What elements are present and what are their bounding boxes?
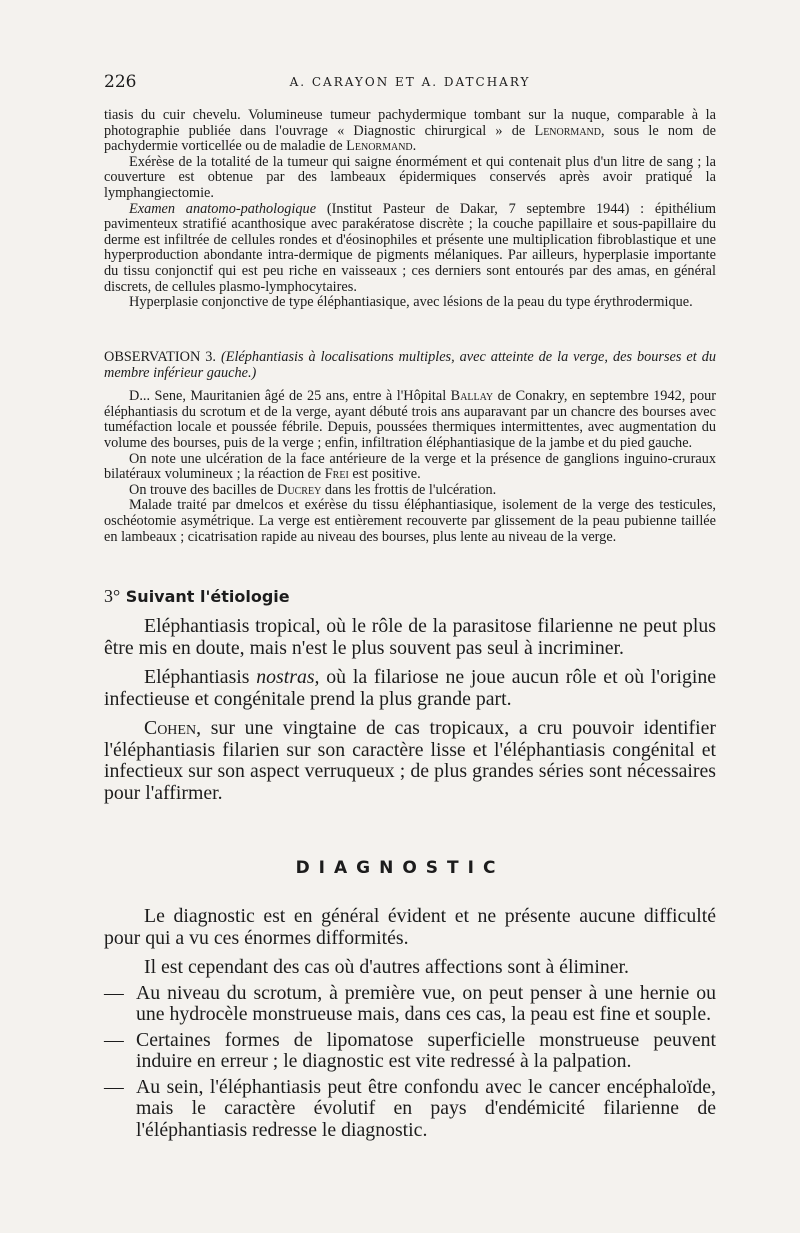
observation-label: OBSERVATION 3.: [104, 349, 216, 365]
case3-heading: [104, 350, 716, 381]
etiology-paragraph-3: [104, 718, 716, 804]
etiology-paragraph-2: [104, 667, 716, 710]
observation-subtitle: (Eléphantiasis à localisations multiples, avec atteinte de la verge, des bourses et du membre inférieur gauche.): [104, 349, 716, 381]
case3-paragraph-3: On trouve des bacilles de Ducrey dans les frottis de l'ulcération.: [129, 481, 497, 498]
p2-end: où la filariose ne joue aucun rôle et où l'origine infectieuse et congénitale prend la plus grande part.: [104, 666, 717, 710]
case2-paragraph-2: Exérèse de la totalité de la tumeur qui saigne énormément et qui contenait plus d'un litre de sang ; la couverture est obtenue par des lambeaux épidermiques conservés après avoir pratiqué la lymphangiectomie.: [104, 153, 716, 201]
p2-start: Eléphantiasis: [144, 666, 257, 688]
author-name: Cohen,: [144, 717, 202, 739]
p3-text: sur une vingtaine de cas tropicaux, a cru pouvoir identifier l'éléphantiasis filarien sur son caractère lisse et l'éléphantiasis congénital et infectieux sur son aspect verruqueux ; de plus grandes séries sont nécessaires pour l'affirmer.: [104, 717, 716, 804]
case2-paragraph-3: [104, 202, 716, 296]
diagnostic-body: [104, 906, 716, 1145]
section-title: Suivant l'étiologie: [125, 587, 290, 606]
diagnostic-paragraph-2: Il est cependant des cas où d'autres affections sont à éliminer.: [144, 956, 629, 978]
case3-paragraph-2: On note une ulcération de la face antérieure de la verge et la présence de ganglions inguino-cruraux bilatéraux volumineux ; la réaction de Frei est positive.: [104, 450, 716, 483]
observation-3: [104, 350, 716, 545]
diagnostic-paragraph-1: Le diagnostic est en général évident et ne présente aucune difficulté pour qui a vu ces énormes difformités.: [104, 905, 716, 949]
case2-paragraph-1: tiasis du cuir chevelu. Volumineuse tumeur pachydermique tombant sur la nuque, comparable à la photographie publiée dans l'ouvrage « Diagnostic chirurgical » de Lenormand, sous le nom de pachydermie vorticellée ou de maladie de Lenormand.: [104, 107, 716, 155]
page-number: 226: [104, 72, 137, 92]
etiology-heading: [104, 586, 290, 607]
diagnostic-title: DIAGNOSTIC: [295, 858, 505, 878]
dash-mark: —: [104, 1075, 124, 1098]
case2-paragraph-4: Hyperplasie conjonctive de type éléphantiasique, avec lésions de la peau du type érythrodermique.: [129, 294, 693, 311]
etiology-paragraph-1: Eléphantiasis tropical, où le rôle de la parasitose filarienne ne peut plus être mis en doute, mais n'est le plus souvent pas seul à incriminer.: [104, 615, 716, 659]
case3-paragraph-4: Malade traité par dmelcos et exérèse du tissu éléphantiasique, isolement de la verge des testicules, oschéotomie asymétrique. La verge est entièrement recouverte par glissement de la peau pubienne taillée en lambeaux ; cicatrisation rapide au niveau des bourses, plus lente au niveau de la verge.: [104, 497, 716, 545]
diagnostic-item-lipomatosis: [104, 1030, 716, 1073]
etiology-body: [104, 616, 716, 812]
diagnostic-item-breast: [104, 1077, 716, 1142]
page-header: [104, 72, 716, 94]
diagnostic-item-scrotum: [104, 983, 716, 1026]
item-text: Au niveau du scrotum, à première vue, on peut penser à une hernie ou une hydrocèle monstrueuse mais, dans ces cas, la peau est fine et souple.: [136, 981, 716, 1025]
item-text: Au sein, l'éléphantiasis peut être confondu avec le cancer encéphaloïde, mais le caractère évolutif en pays d'endémicité filarienne de l'éléphantiasis redresse le diagnostic.: [136, 1075, 716, 1141]
item-text: Certaines formes de lipomatose superficielle monstrueuse peuvent induire en erreur ; le diagnostic est vite redressé à la palpation.: [136, 1028, 716, 1072]
case3-paragraph-1: D... Sene, Mauritanien âgé de 25 ans, entre à l'Hôpital Ballay de Conakry, en septembre 1942, pour éléphantiasis du scrotum et de la verge, ayant débuté trois ans auparavant par un chancre des bourses avec tuméfaction locale et poussée fébrile. Depuis, poussées thermiques intermittentes, avec augmentation du volume des bourses, puis de la verge ; enfin, infiltration éléphantiasique de la jambe et du pied gauche.: [104, 388, 716, 451]
pathology-label: Examen anatomo-pathologique: [129, 200, 317, 217]
section-number: 3°: [104, 586, 121, 606]
running-title: A. CARAYON ET A. DATCHARY: [289, 75, 531, 89]
dash-mark: —: [104, 1028, 124, 1051]
observation-2-continued: [104, 108, 716, 311]
pathology-text: (Institut Pasteur de Dakar, 7 septembre 1944) : épithélium pavimenteux stratifié acanthosique avec parakératose discrète ; la couche papillaire et sous-papillaire du derme est infiltrée de cellules rondes et d'éosinophiles et présente une multiplication fibroblastique et une hyperproduction abondante intra-dermique de pigments mélaniques. Par ailleurs, hyperplasie importante du tissu conjonctif qui est peu riche en vaisseaux ; ces derniers sont entourés par des amas, en général discrets, de cellules plasmo-lymphocytaires.: [104, 200, 717, 295]
nostras-term: nostras,: [256, 666, 320, 688]
dash-mark: —: [104, 981, 124, 1004]
